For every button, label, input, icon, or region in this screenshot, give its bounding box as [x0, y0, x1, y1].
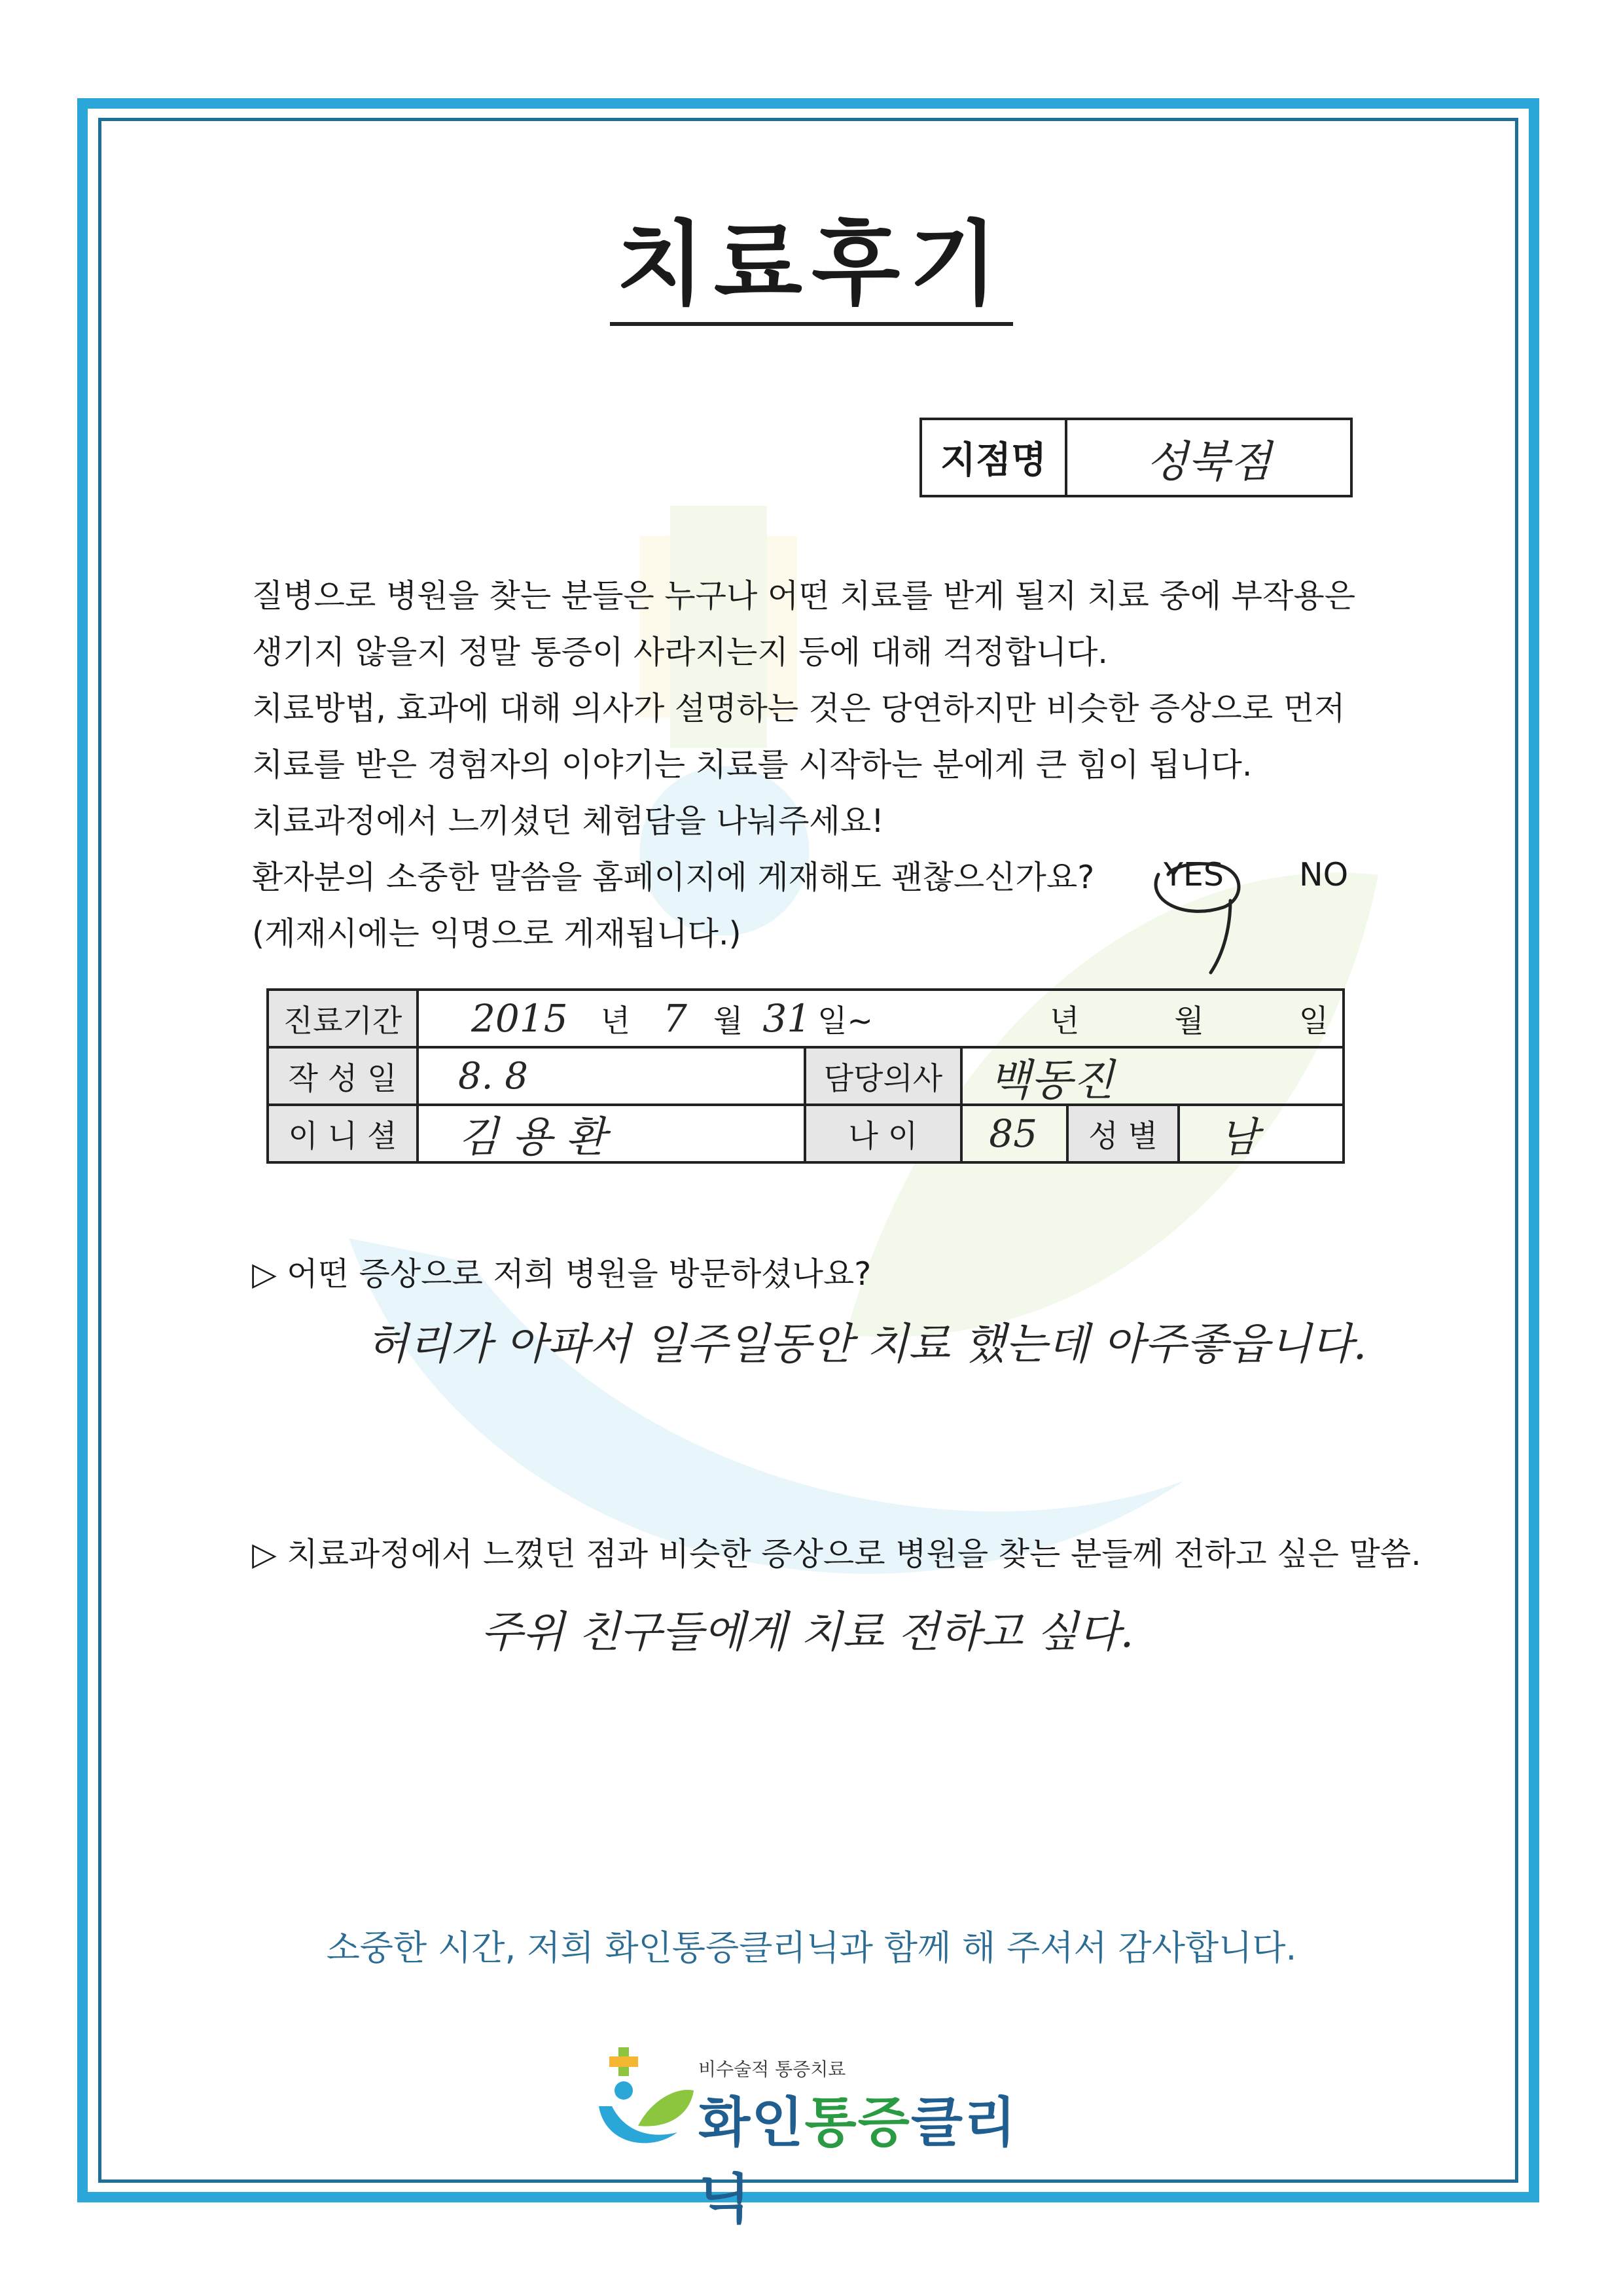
written-date-label: 작 성 일 [268, 1047, 418, 1105]
intro-line: 생기지 않을지 정말 통증이 사라지는지 등에 대해 걱정합니다. [252, 634, 1108, 671]
gender-value[interactable]: 남 [1179, 1105, 1344, 1162]
consent-yes[interactable]: YES [1164, 856, 1224, 893]
start-year: 2015 [471, 996, 568, 1041]
initial-label: 이 니 셜 [268, 1105, 418, 1162]
branch-box [919, 418, 1353, 497]
age-value[interactable]: 85 [961, 1105, 1067, 1162]
start-day: 31 [762, 996, 812, 1041]
intro-line: 질병으로 병원을 찾는 분들은 누구나 어떤 치료를 받게 될지 치료 중에 부작용은 [252, 577, 1356, 615]
answer-1[interactable]: 허리가 아파서 일주일동안 치료 했는데 아주좋읍니다. [366, 1319, 1367, 1369]
table-row [268, 1105, 1344, 1162]
end-unit-year: 년 [1049, 1003, 1080, 1039]
initial-value[interactable]: 김 용 환 [418, 1105, 805, 1162]
gender-label: 성 별 [1067, 1105, 1179, 1162]
clinic-logo-name: 화인통증클리닉 [698, 2092, 1018, 2231]
written-date-value[interactable]: 8. 8 [418, 1047, 805, 1105]
table-row [268, 990, 1344, 1047]
form-title: 치료후기 [0, 191, 1623, 323]
table-row [268, 1047, 1344, 1105]
intro-line: 환자분의 소중한 말씀을 홈페이지에 게재해도 괜찮으신가요? [252, 859, 1095, 896]
question-1: ▷ 어떤 증상으로 저희 병원을 방문하셨나요? [252, 1255, 872, 1293]
start-month: 7 [663, 996, 687, 1041]
branch-value[interactable]: 성북점 [1146, 436, 1272, 487]
intro-line: 치료방법, 효과에 대해 의사가 설명하는 것은 당연하지만 비슷한 증상으로 먼저 [252, 690, 1346, 727]
end-unit-day: 일 [1298, 1003, 1329, 1039]
info-table [266, 988, 1345, 1164]
thanks-message: 소중한 시간, 저희 화인통증클리닉과 함께 해 주셔서 감사합니다. [326, 1928, 1297, 1968]
doctor-value[interactable]: 백동진 [961, 1047, 1344, 1105]
clinic-logo-icon [592, 2047, 697, 2152]
period-value[interactable] [418, 990, 1344, 1047]
intro-line: (게재시에는 익명으로 게재됩니다.) [252, 915, 741, 952]
clinic-logo-subtitle: 비수술적 통증치료 [698, 2058, 846, 2080]
period-label: 진료기간 [268, 990, 418, 1047]
consent-no[interactable]: NO [1299, 856, 1349, 893]
branch-label: 지점명 [922, 420, 1067, 495]
yes-circle-mark [1132, 848, 1263, 979]
doctor-label: 담당의사 [805, 1047, 962, 1105]
question-2: ▷ 치료과정에서 느꼈던 점과 비슷한 증상으로 병원을 찾는 분들께 전하고 싶은 말씀. [252, 1535, 1421, 1573]
answer-2[interactable]: 주위 친구들에게 치료 전하고 싶다. [481, 1607, 1134, 1657]
age-label: 나 이 [805, 1105, 962, 1162]
unit-year: 년 [600, 1003, 631, 1039]
clinic-logo [592, 2047, 1037, 2231]
unit-month: 월 [713, 1003, 743, 1039]
end-unit-month: 월 [1174, 1003, 1204, 1039]
intro-line: 치료를 받은 경험자의 이야기는 치료를 시작하는 분에게 큰 힘이 됩니다. [252, 746, 1253, 783]
intro-line: 치료과정에서 느끼셨던 체험담을 나눠주세요! [252, 802, 884, 840]
unit-day: 일~ [817, 1003, 873, 1039]
